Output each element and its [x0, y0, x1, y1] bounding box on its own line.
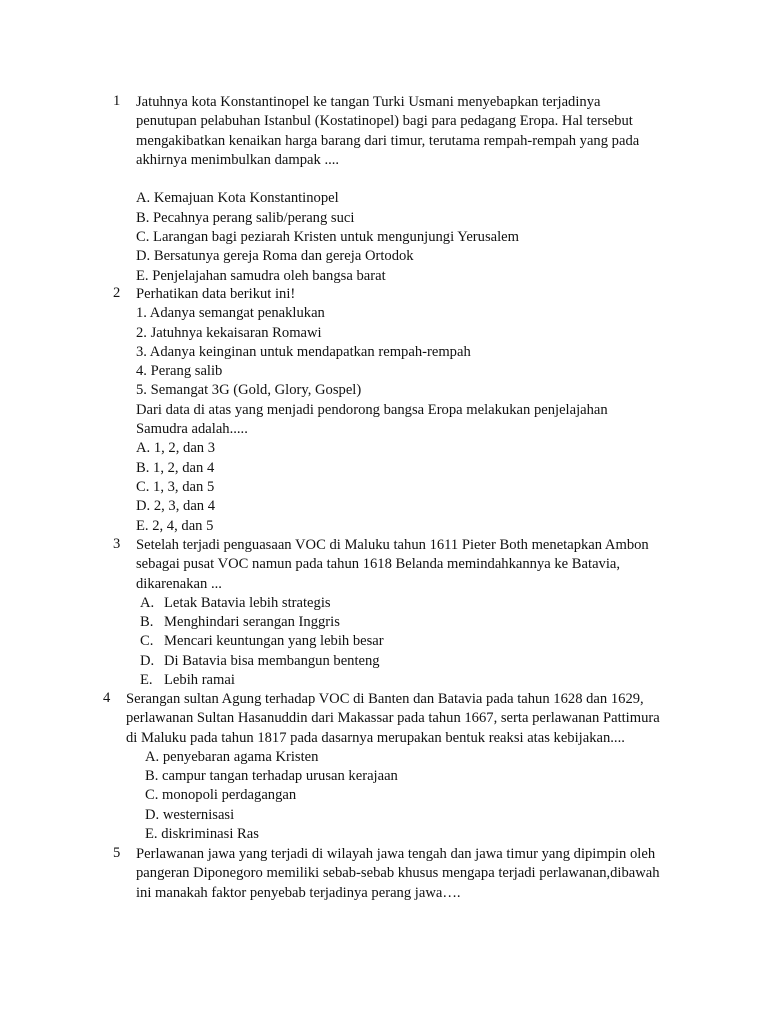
answer-option: A. 1, 2, dan 3 [136, 440, 216, 457]
answer-option [140, 594, 649, 613]
answer-option: C. Larangan bagi peziarah Kristen untuk mengunjungi Yerusalem [136, 229, 519, 246]
option-text: Menghindari serangan Inggris [164, 614, 340, 631]
question-number: 1 [113, 93, 121, 109]
question-stem-line: dikarenakan ... [136, 575, 222, 592]
option-letter: D. [140, 652, 155, 669]
answer-option [140, 652, 649, 671]
answer-option [140, 613, 649, 632]
question-number: 2 [113, 285, 121, 301]
answer-option [140, 671, 649, 690]
data-list-item: 2. Jatuhnya kekaisaran Romawi [136, 324, 322, 341]
option-letter: B. [140, 614, 154, 631]
question-stem-line: pangeran Diponegoro memiliki sebab-sebab khusus mengapa terjadi perlawanan,dibawah [136, 865, 660, 882]
data-list-item: 3. Adanya keinginan untuk mendapatkan rempah-rempah [136, 343, 471, 360]
data-list-item: 4. Perang salib [136, 363, 223, 380]
answer-option: B. campur tangan terhadap urusan kerajaan [145, 768, 398, 785]
answer-option: C. monopoli perdagangan [145, 787, 297, 804]
question-stem-line: perlawanan Sultan Hasanuddin dari Makassar pada tahun 1667, serta perlawanan Pattimura [126, 710, 660, 727]
option-text: Lebih ramai [164, 672, 235, 689]
data-list-item: 5. Semangat 3G (Gold, Glory, Gospel) [136, 382, 362, 399]
question-stem-line: Samudra adalah..... [136, 421, 248, 438]
question-stem-line: Perlawanan jawa yang terjadi di wilayah jawa tengah dan jawa timur yang dipimpin oleh [136, 846, 656, 862]
question-stem-line: sebagai pusat VOC namun pada tahun 1618 Belanda memindahkannya ke Batavia, [136, 556, 621, 573]
question-stem-line: Dari data di atas yang menjadi pendorong bangsa Eropa melakukan penjelajahan [136, 401, 608, 418]
question-stem-line: mengakibatkan kenaikan harga barang dari timur, terutama rempah-rempah yang pada [136, 132, 640, 149]
question-stem-line: akhirnya menimbulkan dampak .... [136, 151, 340, 168]
question-number: 5 [113, 845, 121, 861]
question-stem-line: Setelah terjadi penguasaan VOC di Maluku tahun 1611 Pieter Both menetapkan Ambon [136, 537, 649, 553]
option-letter: E. [140, 672, 153, 689]
question-stem-line: di Maluku pada tahun 1817 pada dasarnya merupakan bentuk reaksi atas kebijakan.... [126, 729, 625, 746]
question-stem-line: Serangan sultan Agung terhadap VOC di Banten dan Batavia pada tahun 1628 dan 1629, [126, 691, 644, 707]
answer-option: D. 2, 3, dan 4 [136, 498, 216, 515]
option-text: Di Batavia bisa membangun benteng [164, 652, 380, 669]
answer-option: A. penyebaran agama Kristen [145, 748, 319, 765]
question-stem-line: penutupan pelabuhan Istanbul (Kostatinopel) bagi para pedagang Eropa. Hal tersebut [136, 113, 633, 130]
answer-option: D. westernisasi [145, 806, 235, 823]
option-text: Mencari keuntungan yang lebih besar [164, 633, 384, 650]
question-stem-line: Perhatikan data berikut ini! [136, 286, 296, 302]
answer-option: E. 2, 4, dan 5 [136, 517, 214, 534]
answer-option: B. Pecahnya perang salib/perang suci [136, 209, 355, 226]
answer-option: D. Bersatunya gereja Roma dan gereja Ortodok [136, 248, 414, 265]
answer-option: B. 1, 2, dan 4 [136, 459, 215, 476]
answer-option [140, 632, 649, 651]
question-number: 3 [113, 536, 121, 552]
option-letter: C. [140, 633, 154, 650]
answer-option: E. Penjelajahan samudra oleh bangsa barat [136, 267, 386, 284]
question-stem-line: ini manakah faktor penyebab terjadinya perang jawa…. [136, 884, 461, 901]
question-stem-line: Jatuhnya kota Konstantinopel ke tangan Turki Usmani menyebapkan terjadinya [136, 94, 601, 110]
option-letter: A. [140, 594, 155, 611]
answer-option: C. 1, 3, dan 5 [136, 478, 215, 495]
answer-option: E. diskriminasi Ras [145, 826, 259, 843]
data-list-item: 1. Adanya semangat penaklukan [136, 305, 325, 322]
answer-option: A. Kemajuan Kota Konstantinopel [136, 190, 339, 207]
question-number: 4 [103, 690, 111, 706]
option-text: Letak Batavia lebih strategis [164, 594, 331, 611]
